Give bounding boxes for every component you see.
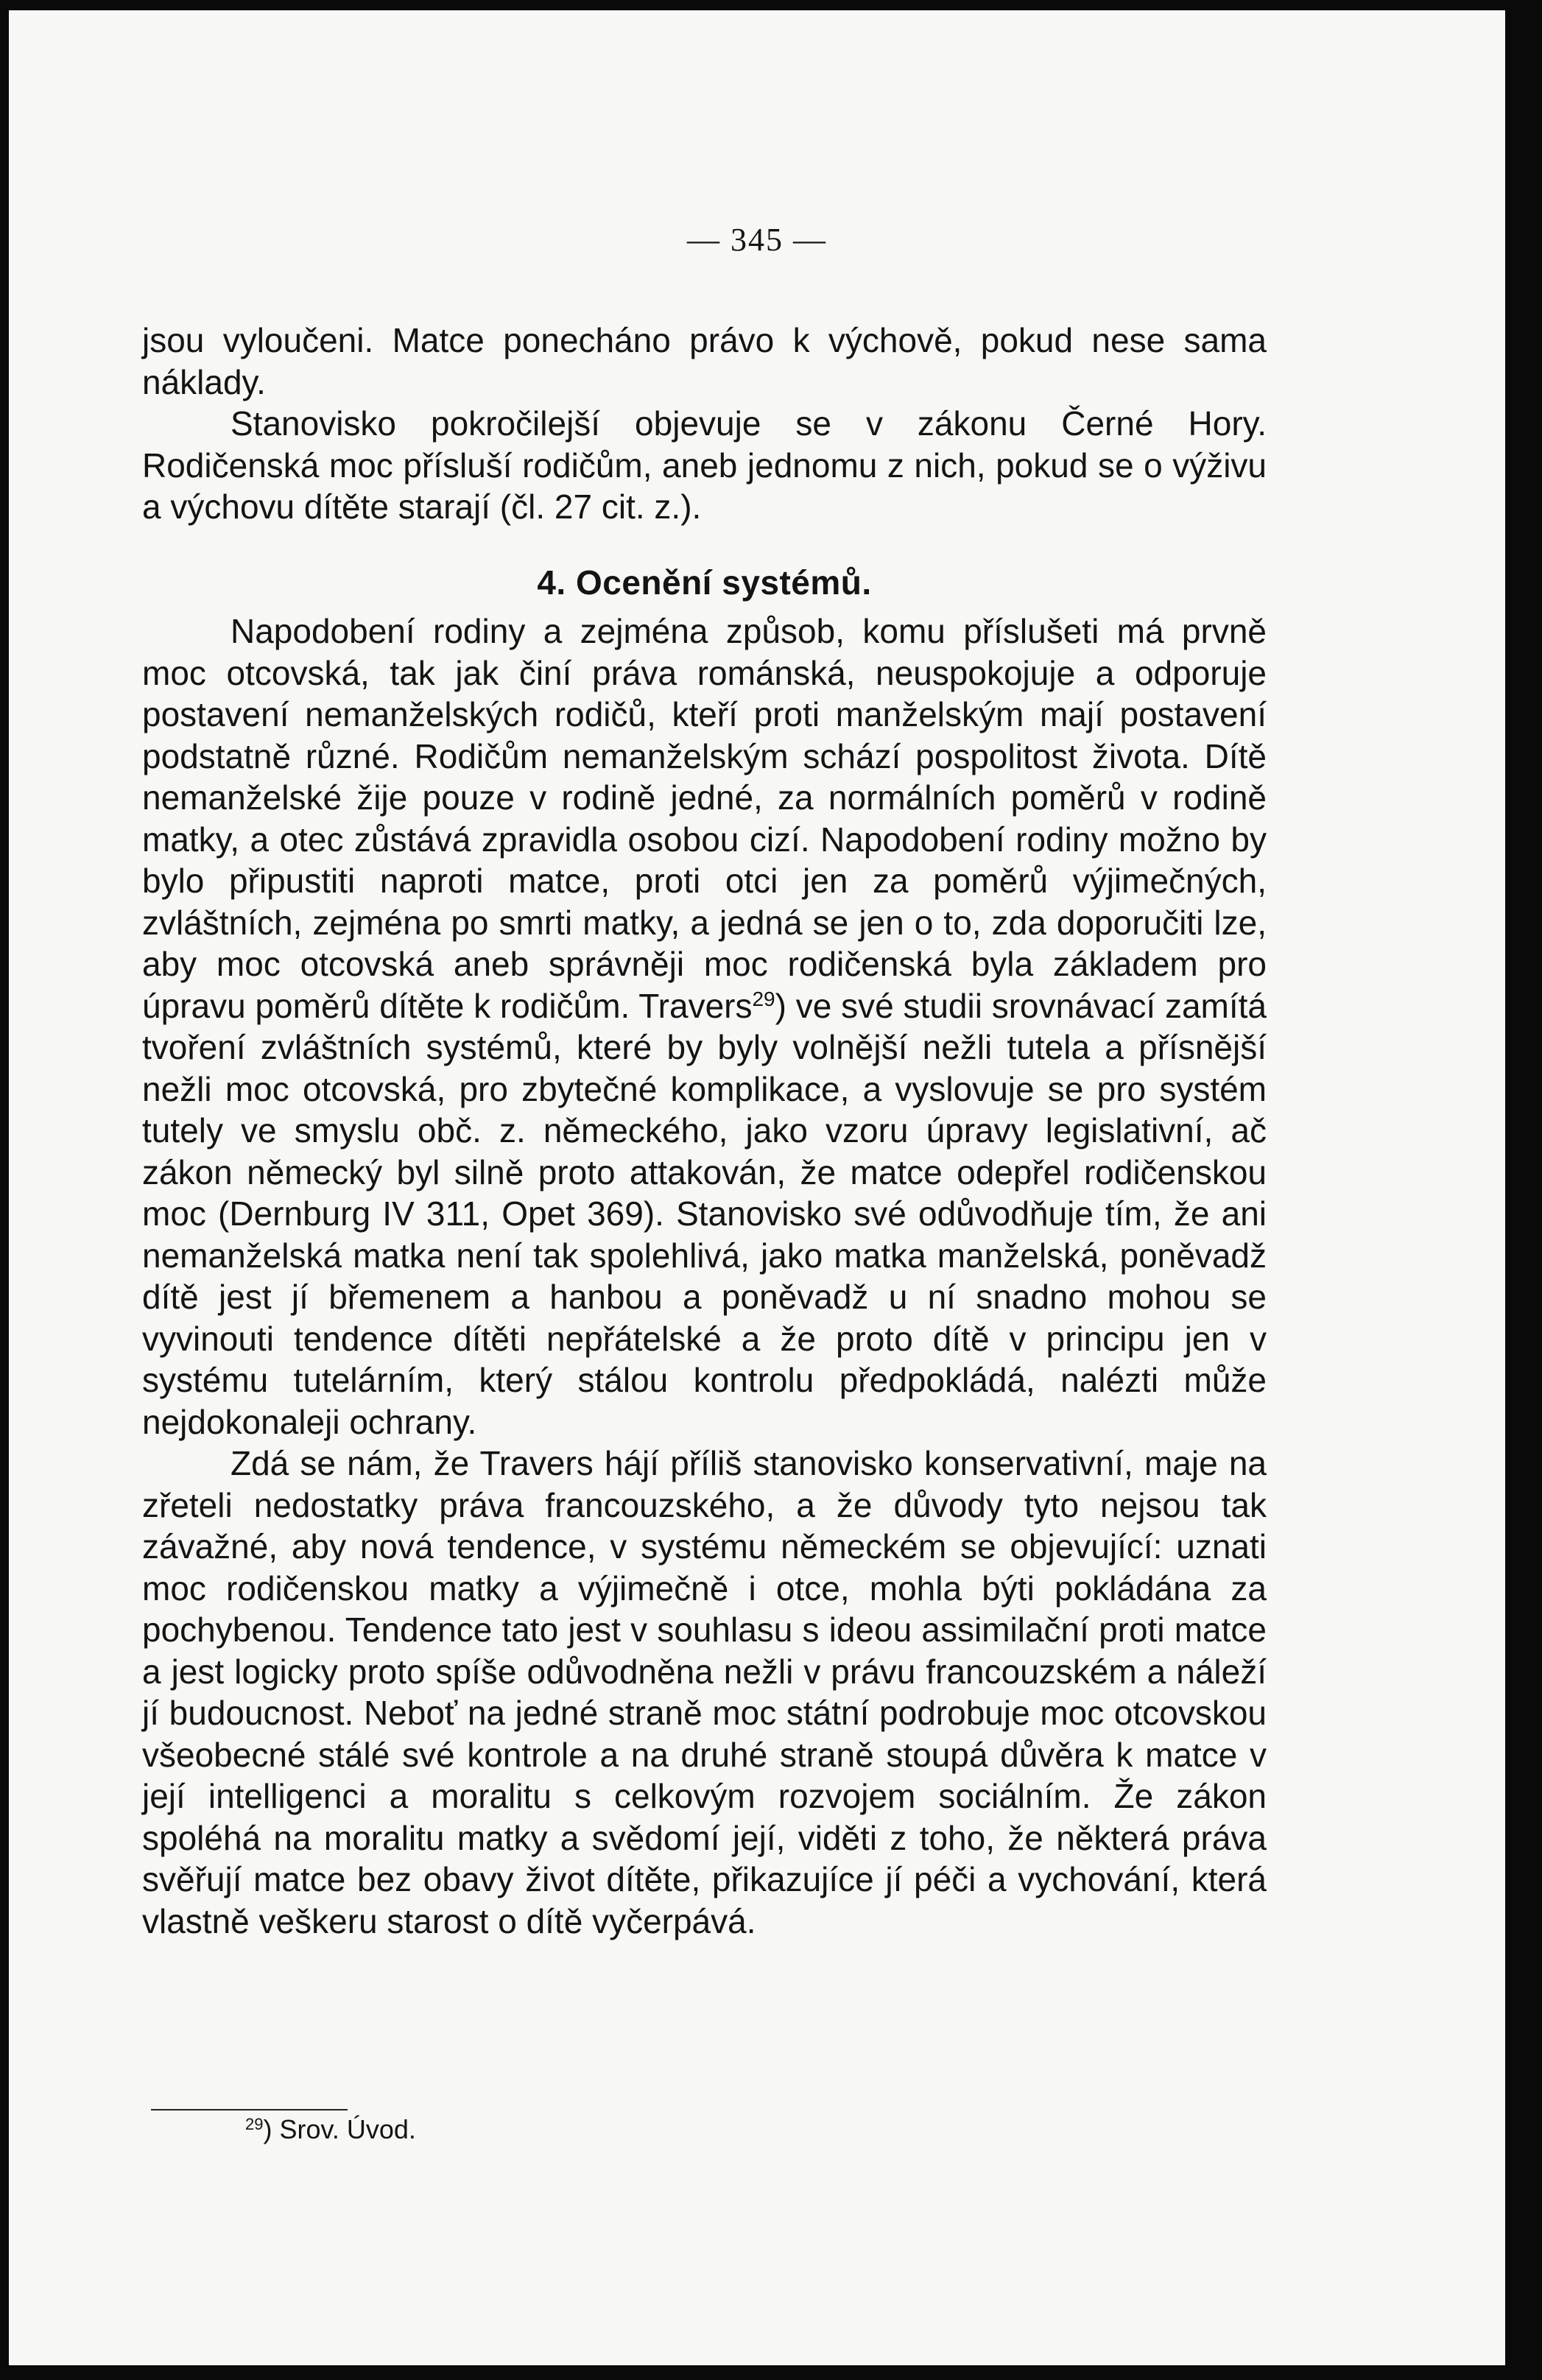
footnote-mark: 29 (245, 2115, 264, 2133)
book-page (9, 10, 1505, 2365)
footnote (245, 2114, 416, 2145)
section-heading: 4. Ocenění systémů. (537, 563, 872, 602)
paragraph: jsou vyloučeni. Matce ponecháno právo k výchově, pokud nese sama náklady. (142, 321, 1267, 401)
body-text (142, 320, 1267, 1942)
footnote-reference: 29 (752, 987, 775, 1010)
paragraph-text: ) ve své studii srovnávací zamítá tvoření zvláštních systémů, které by byly volnější nežli tutela a přísnější nežli moc otcovská, pro zbytečné komplikace, a vyslovuje se pro systém tutely ve smyslu obč. z. německého, jako vzoru úpravy legislativní, ač zákon německý byl silně proto attakován, že matce odepřel rodičenskou moc (Dernburg IV 311, Opet 369). Stanovisko své odůvodňuje tím, že ani nemanželská matka není tak spolehlivá, jako matka manželská, poněvadž dítě jest jí břemenem a hanbou a poněvadž u ní snadno mohou se vyvinouti tendence dítěti nepřátelské a že proto dítě v principu jen v systému tutelárním, který stálou kontrolu předpokládá, nalézti může nejdokonaleji ochrany. (142, 986, 1267, 1441)
footnote-divider (151, 2109, 348, 2110)
paragraph-text: Napodobení rodiny a zejména způsob, komu příslušeti má prvně moc otcovská, tak jak činí práva románská, neuspokojuje a odporuje postavení nemanželských rodičů, kteří proti manželským mají postavení podstatně různé. Rodičům nemanželským schází pospolitost života. Dítě nemanželské žije pouze v rodině jedné, za normálních poměrů v rodině matky, a otec zůstává zpravidla osobou cizí. Napodobení rodiny možno by bylo připustiti naproti matce, proti otci jen za poměrů výjimečných, zvláštních, zejména po smrti matky, a jedná se jen o to, zda doporučiti lze, aby moc otcovská aneb správněji moc rodičenská byla základem pro úpravu poměrů dítěte k rodičům. Travers (142, 612, 1267, 1025)
paragraph (142, 610, 1267, 1443)
page-number: — 345 — (687, 222, 827, 258)
paragraph: Zdá se nám, že Travers hájí příliš stanovisko konservativní, maje na zřeteli nedostatky práva francouzského, a že důvody tyto nejsou tak závažné, aby nová tendence, v systému německém se objevující: uznati moc rodičenskou matky a výjimečně i otce, mohla býti pokládána za pochybenou. Tendence tato jest v souhlasu s ideou assimilační proti matce a jest logicky proto spíše odůvodněna nežli v právu francouzském a náleží jí budoucnost. Neboť na jedné straně moc státní podrobuje moc otcovskou všeobecné stálé své kontrole a na druhé straně stoupá důvěra k matce v její intelligenci a moralitu s celkovým rozvojem sociálním. Že zákon spoléhá na moralitu matky a svědomí její, viděti z toho, že některá práva svěřují matce bez obavy život dítěte, přikazujíce jí péči a vychování, která vlastně veškeru starost o dítě vyčerpává. (142, 1444, 1267, 1940)
footnote-text: ) Srov. Úvod. (263, 2114, 416, 2144)
paragraph: Stanovisko pokročilejší objevuje se v zákonu Černé Hory. Rodičenská moc přísluší rodičům, aneb jednomu z nich, pokud se o výživu a výchovu dítěte starají (čl. 27 cit. z.). (142, 404, 1267, 526)
